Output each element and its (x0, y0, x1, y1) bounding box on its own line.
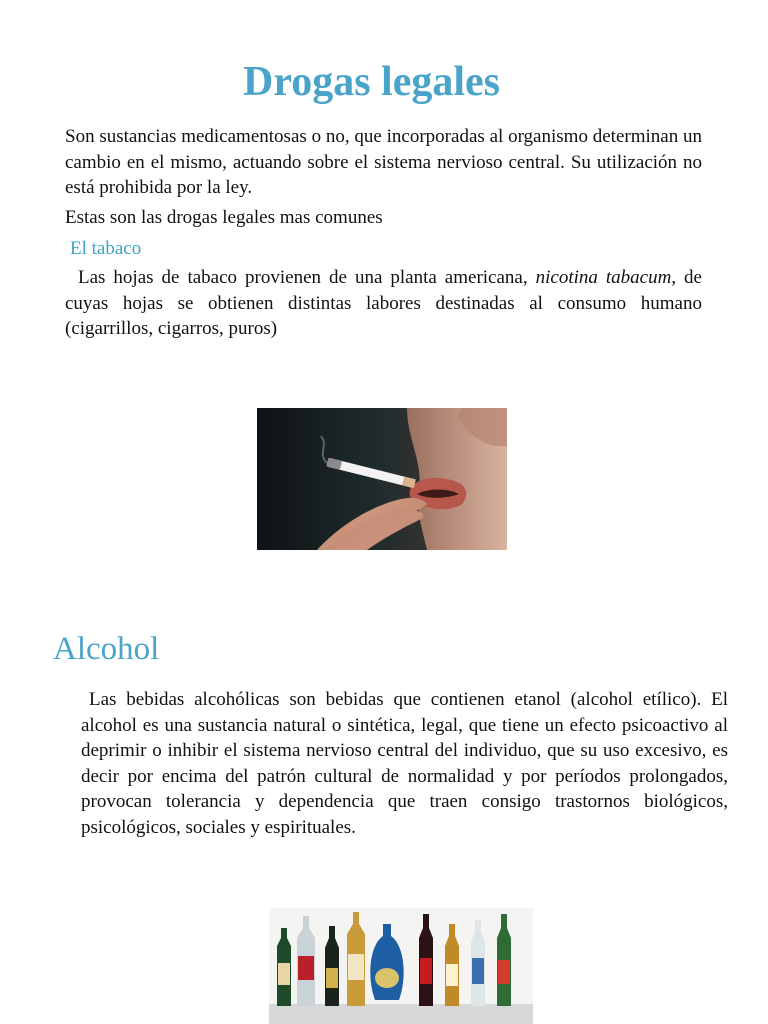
bottles-photo (269, 908, 533, 1024)
tabaco-text-start: Las hojas de tabaco provienen de una planta americana, (78, 267, 536, 288)
page-title: Drogas legales (242, 59, 501, 105)
intro-paragraph: Son sustancias medicamentosas o no, que incorporadas al organismo determinan un cambio en el mismo, actuando sobre el sistema nervioso central. Su utilización no está prohibida por la ley. (65, 126, 702, 198)
tabaco-text-end: , de cuyas hojas se obtienen distintas labores destinadas al consumo humano (cigarrillos, cigarros, puros) (65, 267, 702, 339)
tabaco-species: nicotina tabacum (535, 267, 672, 288)
tabaco-heading: El tabaco (70, 238, 142, 259)
alcohol-paragraph (81, 687, 728, 841)
intro-list-lead: Estas son las drogas legales mas comunes (65, 207, 383, 228)
smoking-photo (257, 408, 507, 550)
tabaco-paragraph (65, 265, 702, 342)
alcohol-heading: Alcohol (53, 631, 160, 667)
alcohol-text: Las bebidas alcohólicas son bebidas que contienen etanol (alcohol etílico). El alcohol es una sustancia natural o sintética, legal, que tiene un efecto psicoactivo al deprimir o inhibir el sistema nervioso central del individuo, que su uso excesivo, es decir por encima del patrón cultural de normalidad y por períodos prolongados, provocan tolerancia y dependencia que traen consigo trastornos biológicos, psicológicos, sociales y espirituales. (81, 689, 728, 838)
